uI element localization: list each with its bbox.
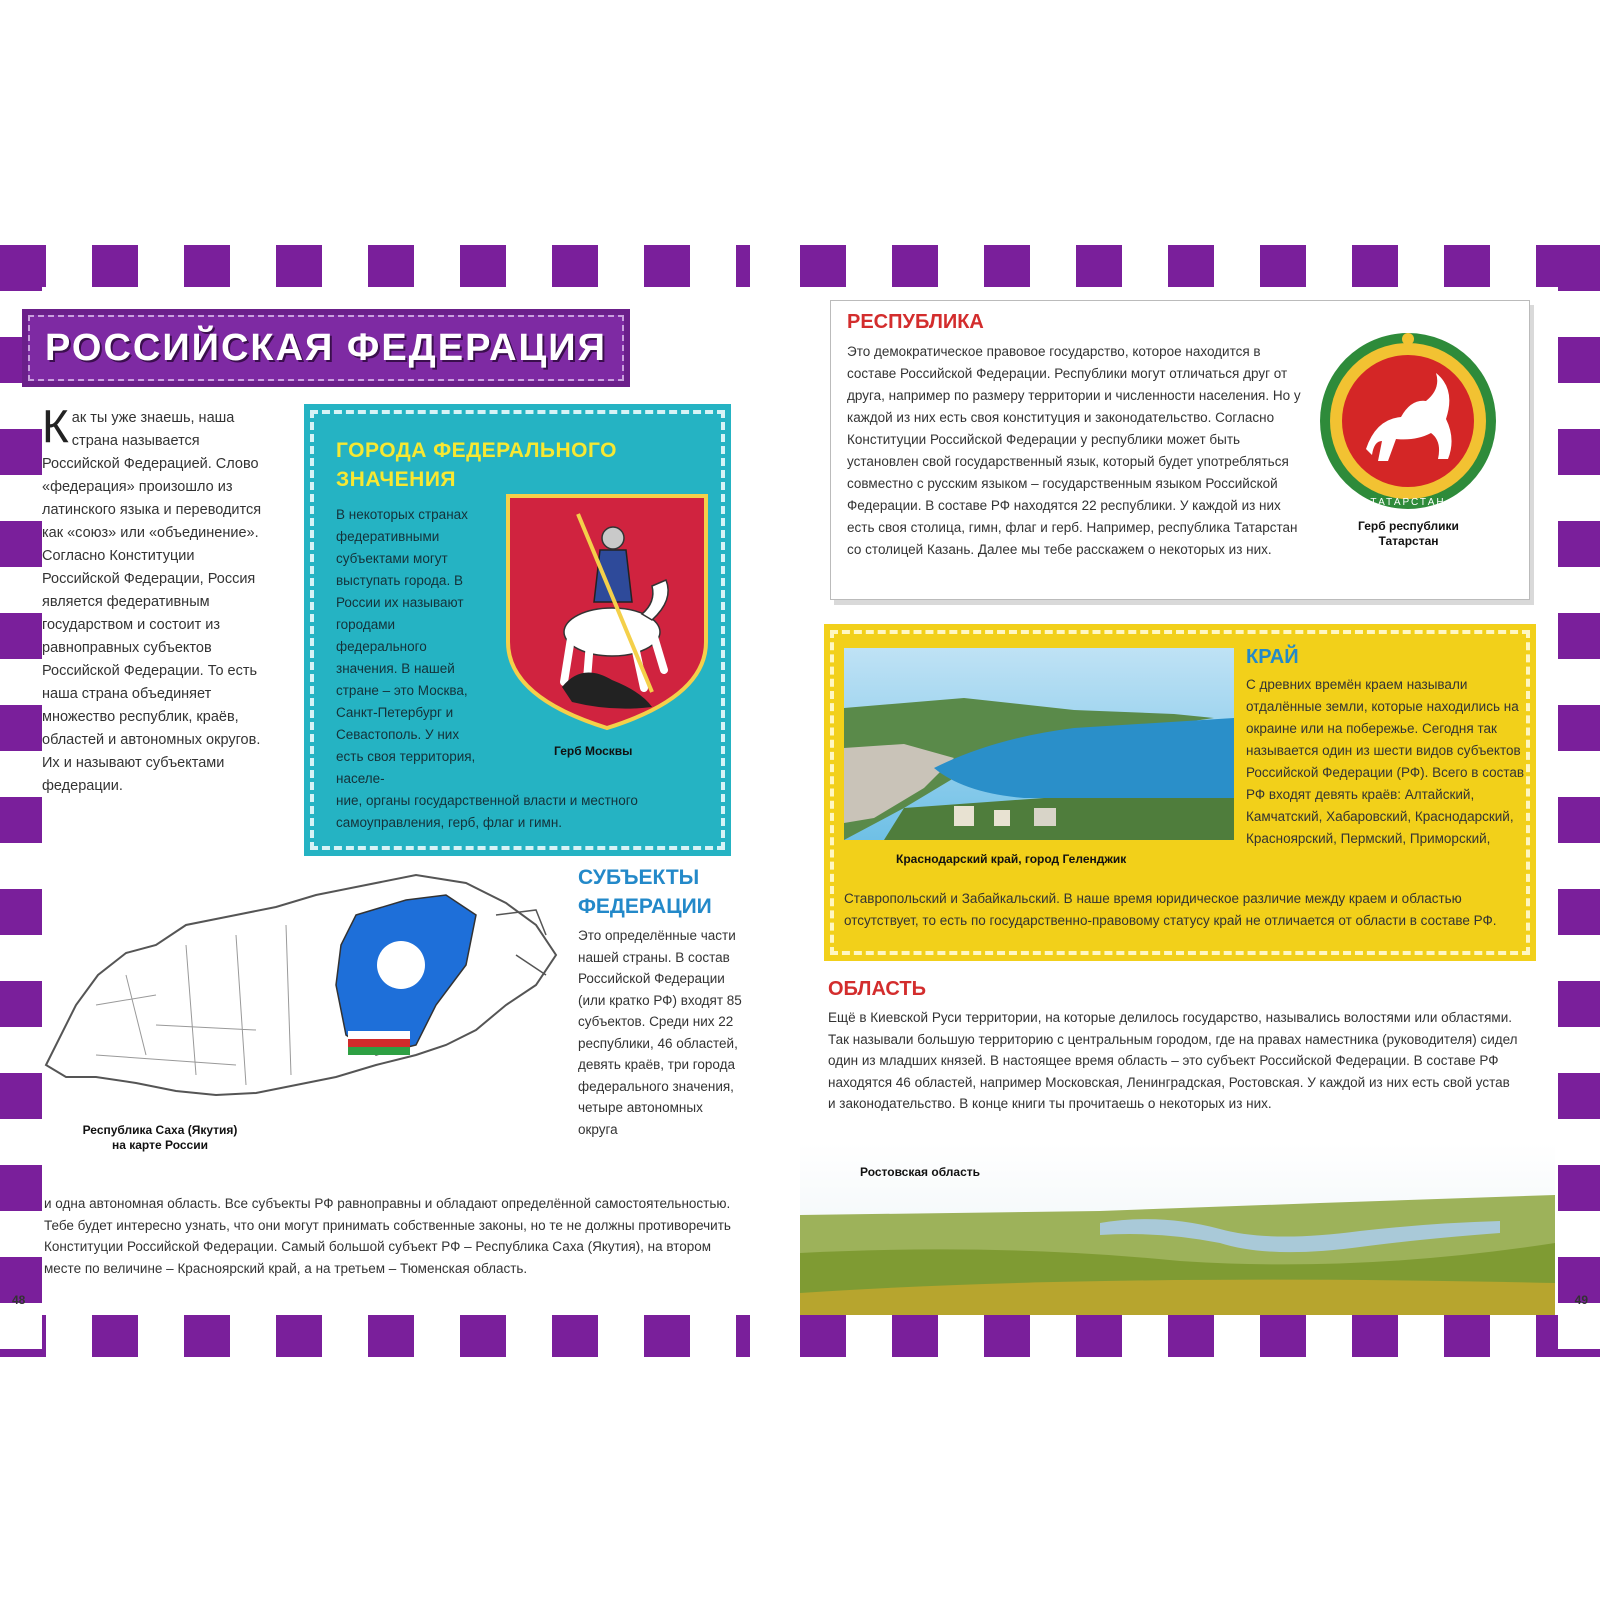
federal-cities-text-narrow: В некоторых странах федеративными субъектами могут выступать города. В России их называют городами федерального значения. В нашей стране – это Москва, Санкт-Петербург и Севастополь. У них есть своя территория, населе- (336, 507, 476, 786)
krai-title: КРАЙ (1246, 646, 1299, 668)
federal-cities-box (310, 410, 725, 850)
krai-text-continued: Ставропольский и Забайкальский. В наше время юридическое различие между краем и областью отсутствует, то есть по государственно-правовому статусу край не отличается от области в составе РФ. (844, 891, 1497, 928)
intro-dropcap: К (42, 400, 69, 452)
intro-paragraph (42, 400, 272, 798)
page-number: 49 (1574, 1293, 1588, 1307)
krai-box (830, 630, 1530, 955)
republic-box (830, 300, 1530, 600)
decorative-border-bottom (800, 1315, 1600, 1357)
republic-title: РЕСПУБЛИКА (847, 311, 984, 333)
decorative-border-bottom (0, 1315, 750, 1357)
page-49 (800, 245, 1600, 1357)
oblast-text: Ещё в Киевской Руси территории, на которые делилось государство, назывались волостями или областями. Так называли большую территорию с центральным городом, где на правах наместника (руководителя) сидел один из младших князей. В настоящее время область – это субъект Российской Федерации. В составе РФ находятся 46 областей, например Московская, Ленинградская, Ростовская. У каждой из них есть свой устав и законодательство. В конце книги ты прочитаешь о некоторых из них. (828, 1010, 1518, 1111)
subjects-text-continued: и одна автономная область. Все субъекты РФ равноправны и обладают определённой самостоятельностью. Тебе будет интересно узнать, что они могут принимать собственные законы, но те не должны противоречить Конституции Российской Федерации. Самый большой субъект РФ – Республика Саха (Якутия), на втором месте по величине – Красноярский край, а на третьем – Тюменская область. (44, 1196, 731, 1276)
map-caption: Республика Саха (Якутия) на карте России (82, 1123, 238, 1152)
intro-text: ак ты уже знаешь, наша страна называется Российской Федерацией. Слово «федерация» произошло из латинского языка и переводится как «союз» или «объединение». Согласно Конституции Российской Федерации, Россия является федеративным государством и состоит из равноправных субъектов Российской Федерации. То есть наша страна объединяет множество республик, краёв, областей и автономных округов. Их и называют субъектами федерации. (42, 410, 262, 794)
moscow-coa-caption: Герб Москвы (554, 744, 633, 758)
decorative-border-right (1558, 245, 1600, 1357)
krai-text: С древних времён краем называли отдалённые земли, которые находились на окраине или на побережье. Сегодня так называется один из шести видов субъектов Российской Федерации (РФ). Всего в состав РФ входят девять краёв: Алтайский, Камчатский, Хабаровский, Краснодарский, Красноярский, Пермский, Приморский, (1246, 677, 1525, 846)
moscow-coat-of-arms-icon (502, 492, 712, 732)
page-title-banner (22, 309, 630, 387)
federal-cities-title: ГОРОДА ФЕДЕРАЛЬНОГО ЗНАЧЕНИЯ (336, 439, 617, 491)
subjects-text: Это определённые части нашей страны. В состав Российской Федерации (или кратко РФ) входят 85 субъектов. Среди них 22 республики, 46 областей, девять краёв, три города федерального значения, четыре автономных округа (578, 928, 742, 1137)
tatarstan-coa-caption: Герб республики Татарстан (1358, 519, 1459, 548)
gelendzhik-photo (844, 648, 1234, 840)
oblast-title: ОБЛАСТЬ (828, 978, 926, 1000)
russia-map-icon (36, 855, 566, 1125)
page-48 (0, 245, 750, 1357)
subjects-title: СУБЪЕКТЫ ФЕДЕРАЦИИ (578, 866, 712, 918)
decorative-border-left (0, 245, 42, 1357)
page-title: РОССИЙСКАЯ ФЕДЕРАЦИЯ (45, 326, 607, 369)
page-number: 48 (12, 1293, 26, 1307)
federal-cities-text-wide: ние, органы государственной власти и местного самоуправления, герб, флаг и гимн. (336, 793, 638, 830)
tatarstan-coat-of-arms-icon (1316, 329, 1501, 514)
republic-text: Это демократическое правовое государство, которое находится в составе Российской Федерации. Республики могут отличаться друг от друга, например по размеру территории и численности населения. Но у каждой из них есть своя конституция и законодательство. Согласно Конституции Российской Федерации у республики может быть установлен свой государственный язык, который будет употребляться совместно с русским языком – государственным языком Российской Федерации. В составе РФ находятся 22 республики. У каждой из них есть своя столица, гимн, флаг и герб. Например, республика Татарстан со столицей Казань. Далее мы тебе расскажем о некоторых из них. (847, 344, 1301, 557)
tatarstan-coa-ring-text: ТАТАРСТАН (1370, 497, 1446, 508)
decorative-border-top (800, 245, 1600, 287)
gelendzhik-photo-caption: Краснодарский край, город Геленджик (896, 852, 1127, 866)
decorative-border-top (0, 245, 750, 287)
rostov-oblast-photo-caption: Ростовская область (860, 1165, 981, 1179)
